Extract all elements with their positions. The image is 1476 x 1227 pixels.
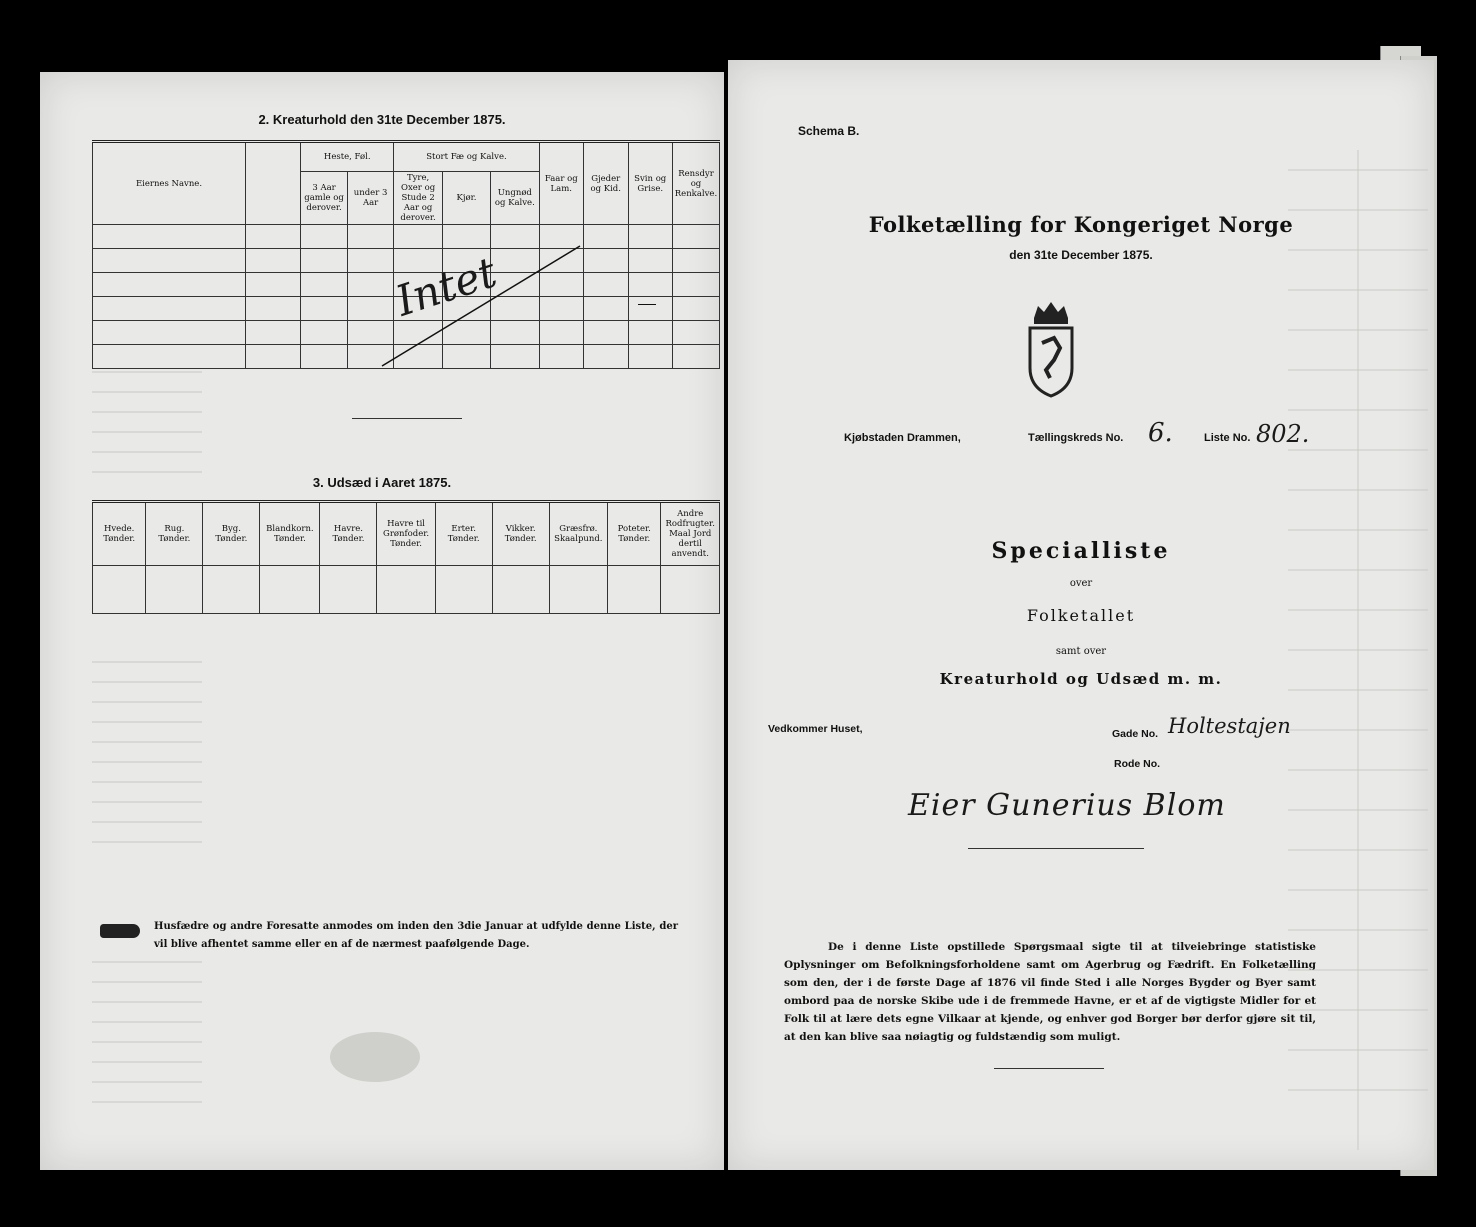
house-label: Vedkommer Huset, (768, 723, 863, 735)
bulls-header: Tyre, Oxer og Stude 2 Aar og derover. (394, 172, 443, 225)
kreatur-title: Kreaturhold og Udsæd m. m. (939, 670, 1223, 688)
horses-young-header: under 3 Aar (347, 172, 393, 225)
seed-col: Rug. Tønder. (146, 502, 203, 566)
end-rule (994, 1068, 1104, 1069)
list-label: Liste No. (1204, 432, 1251, 444)
main-title: Folketælling for Kongeriget Norge (868, 212, 1294, 237)
young-cattle-header: Ungnød og Kalve. (491, 172, 540, 225)
horses-old-header: 3 Aar gamle og derover. (301, 172, 348, 225)
coat-of-arms-icon (1024, 298, 1078, 398)
district-value: 6. (1148, 418, 1173, 448)
handwritten-intet: Intet (389, 247, 503, 326)
list-value: 802. (1256, 420, 1310, 448)
folketallet-title: Folketallet (1026, 606, 1136, 625)
owner-header: Eiernes Navne. (93, 142, 246, 225)
signature-underline (968, 848, 1144, 849)
stain (330, 1032, 420, 1082)
goats-header: Gjeder og Kid. (583, 142, 628, 225)
pigs-header: Svin og Grise. (628, 142, 672, 225)
rode-label: Rode No. (1114, 758, 1161, 770)
samt-over-text: samt over (1055, 646, 1107, 657)
seed-col: Byg. Tønder. (203, 502, 260, 566)
seed-col: Blandkorn. Tønder. (260, 502, 320, 566)
footnote: Husfædre og andre Foresatte anmodes om inden den 3die Januar at udfylde denne Liste, der vil blive afhentet samme eller en af de nærmest paafølgende Dage. (154, 921, 678, 950)
district-label: Tællingskreds No. (1028, 432, 1124, 444)
section2-title: 2. Kreaturhold den 31te December 1875. (258, 112, 506, 127)
divider-line (352, 418, 462, 419)
seed-col: Vikker. Tønder. (492, 502, 549, 566)
seed-col: Hvede. Tønder. (93, 502, 146, 566)
seed-col: Erter. Tønder. (435, 502, 492, 566)
street-value: Holtestajen (1168, 714, 1291, 738)
city-label: Kjøbstaden Drammen, (844, 432, 961, 444)
sheep-header: Faar og Lam. (539, 142, 583, 225)
cattle-header: Stort Fæ og Kalve. (394, 142, 539, 172)
street-label: Gade No. (1112, 728, 1159, 740)
census-notice: De i denne Liste opstillede Spørgsmaal sigte til at tilveiebringe statistiske Oplysninger om Befolkningsforholdene samt om Agerbrug og Fædrift. En Folketælling som den, der i de første Dage af 1876 vil finde Sted i alle Norges Bygder og Byer samt ombord paa de norske Skibe ude i de fremmede Havne, er et af de vigtigste Midler for et Folk til at lære dets egne Vilkaar at kjende, og enhver god Borger bør derfor gjøre sit til, at den kan blive saa nøiagtig og fuldstændig som muligt. (784, 941, 1316, 1043)
seed-col: Havre. Tønder. (320, 502, 377, 566)
title-date: den 31te December 1875. (1009, 248, 1153, 262)
dash (638, 304, 656, 305)
horses-header: Heste, Føl. (301, 142, 394, 172)
bleed-through (1288, 150, 1428, 1150)
seed-col: Havre til Grønfoder. Tønder. (377, 502, 435, 566)
left-page (40, 72, 724, 1170)
reindeer-header: Rensdyr og Renkalve. (672, 142, 719, 225)
schema-label: Schema B. (798, 124, 860, 138)
specialliste-title: Specialliste (991, 538, 1171, 564)
over-text: over (1069, 578, 1093, 589)
seed-col: Poteter. Tønder. (608, 502, 661, 566)
seed-col: Græsfrø. Skaalpund. (549, 502, 607, 566)
cows-header: Kjør. (442, 172, 490, 225)
owner-name: Eier Gunerius Blom (908, 788, 1226, 823)
strike-line (380, 242, 590, 372)
section3-title: 3. Udsæd i Aaret 1875. (312, 475, 452, 490)
bleed-through (92, 362, 212, 1142)
seed-col: Andre Rodfrugter. Maal Jord dertil anvendt. (661, 502, 720, 566)
right-page (728, 60, 1434, 1170)
